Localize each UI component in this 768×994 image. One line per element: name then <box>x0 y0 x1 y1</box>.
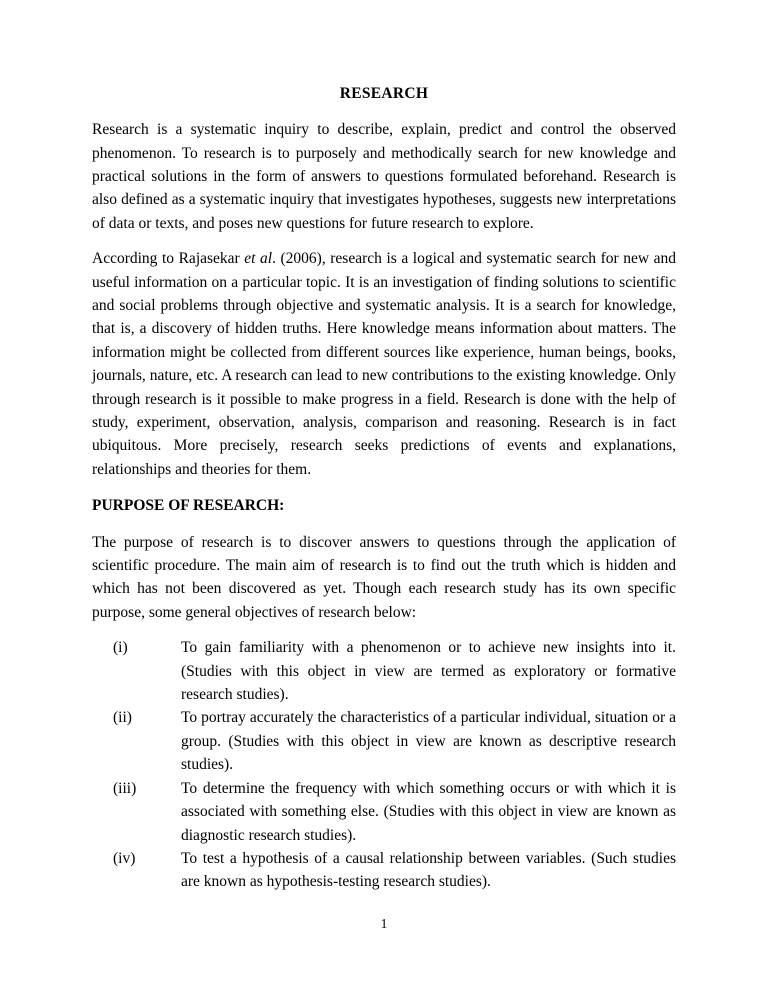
list-item-marker: (ii) <box>113 709 132 727</box>
list-item-text: To gain familiarity with a phenomenon or to achieve new insights into it. (Studies with this object in view are termed as exploratory or formative research studies). <box>181 639 676 704</box>
list-item-text: To test a hypothesis of a causal relationship between variables. (Such studies are known as hypothesis-testing research studies). <box>181 849 676 891</box>
section-heading-purpose-of-research: PURPOSE OF RESEARCH: <box>92 497 285 515</box>
list-item-marker: (iii) <box>113 779 137 797</box>
paragraph-2-before-italic: According to Rajasekar <box>92 250 245 268</box>
paragraph-2-after-italic: . (2006), research is a logical and systematic search for new and useful information on a particular topic. It is an investigation of finding solutions to scientific and social problems through objective and systematic analysis. It is a search for knowledge, that is, a discovery of hidden truths. Here knowledge means information about matters. The information might be collected from different sources like experience, human beings, books, journals, nature, etc. A research can lead to new contributions to the existing knowledge. Only through research is it possible to make progress in a field. Research is done with the help of study, experiment, observation, analysis, comparison and reasoning. Research is in fact ubiquitous. More precisely, research seeks predictions of events and explanations, relationships and theories for them. <box>92 250 676 478</box>
paragraph-1: Research is a systematic inquiry to describe, explain, predict and control the observed phenomenon. To research is to purposely and methodically search for new knowledge and practical solutions in the form of answers to questions formulated beforehand. Research is also defined as a systematic inquiry that investigates hypotheses, suggests new interpretations of data or texts, and poses new questions for future research to explore. <box>92 121 676 232</box>
section-intro-paragraph: The purpose of research is to discover answers to questions through the application of scientific procedure. The main aim of research is to find out the truth which is hidden and which has not been discovered as yet. Though each research study has its own specific purpose, some general objectives of research below: <box>92 533 676 621</box>
page-title: RESEARCH <box>339 85 429 102</box>
list-item <box>113 636 676 706</box>
paragraph-2 <box>92 247 676 481</box>
list-item-marker: (i) <box>113 639 128 657</box>
citation-et-al: et al <box>244 250 273 268</box>
list-item-text: To portray accurately the characteristics of a particular individual, situation or a group. (Studies with this object in view are known as descriptive research studies). <box>181 709 676 774</box>
objectives-list <box>92 636 676 893</box>
list-item <box>113 777 676 847</box>
page-number: 1 <box>380 916 388 931</box>
list-item-marker: (iv) <box>113 849 136 867</box>
page-content <box>92 84 676 894</box>
list-item <box>113 847 676 894</box>
list-item <box>113 706 676 776</box>
list-item-text: To determine the frequency with which something occurs or with which it is associated with something else. (Studies with this object in view are known as diagnostic research studies). <box>181 779 676 844</box>
